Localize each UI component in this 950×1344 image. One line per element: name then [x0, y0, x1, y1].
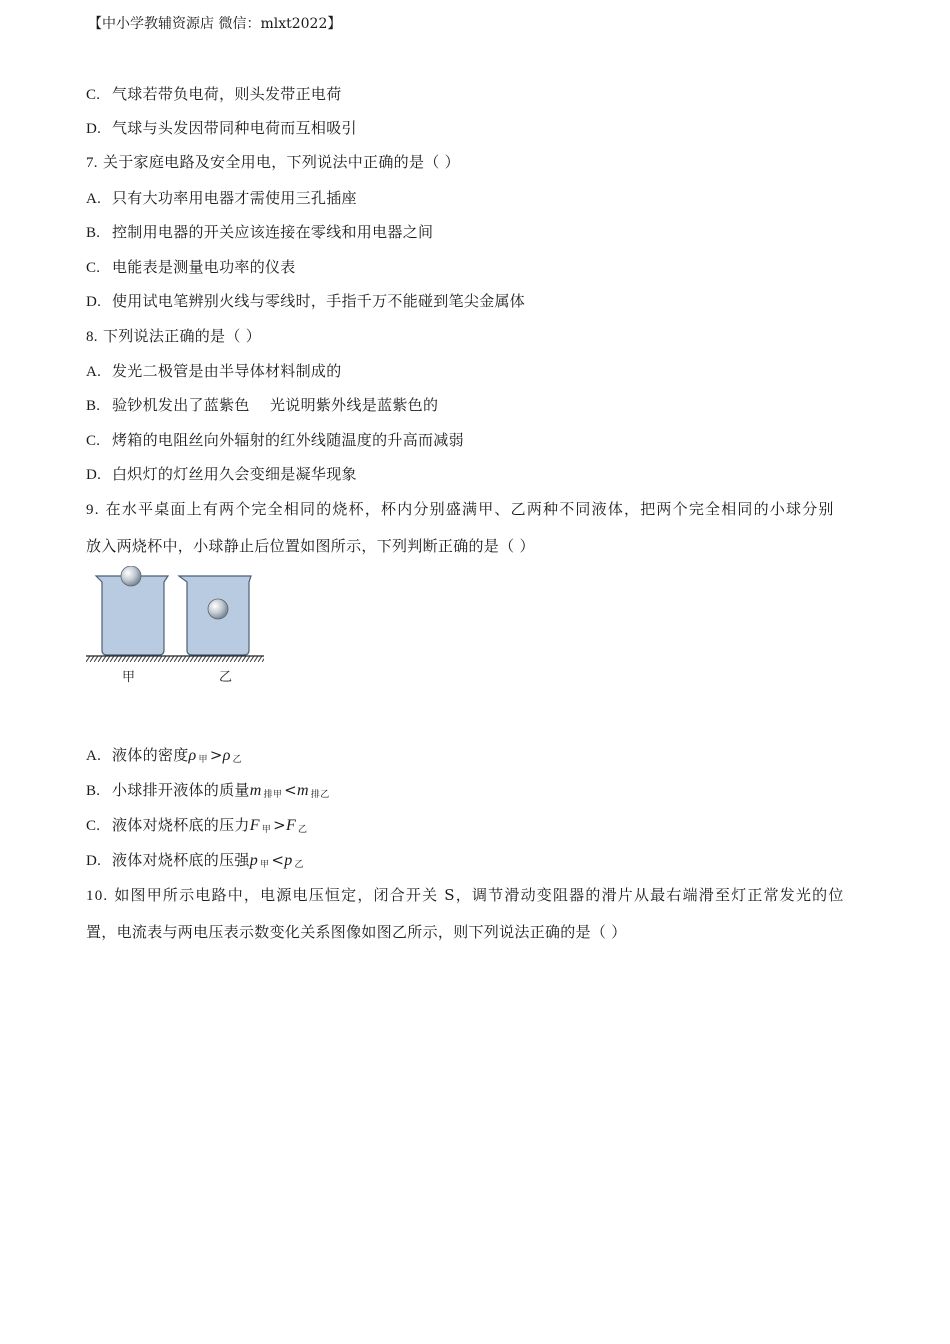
- option-label: C.: [86, 87, 101, 103]
- beakers-figure: [86, 566, 266, 686]
- option-text: 只有大功率用电器才需使用三孔插座: [112, 189, 357, 207]
- q6-option-d: [86, 117, 357, 138]
- q10-stem-line1: [86, 884, 845, 905]
- q7-option-a: [86, 187, 357, 208]
- symbol: m: [249, 782, 262, 799]
- q8-option-a: [86, 360, 342, 381]
- option-text: 液体对烧杯底的压力: [112, 816, 250, 834]
- q9-option-c: [86, 814, 309, 835]
- operator: <: [271, 851, 285, 869]
- symbol: ρ: [188, 747, 197, 764]
- option-text: 发光二极管是由半导体材料制成的: [112, 362, 342, 380]
- subscript: 排甲: [263, 790, 283, 800]
- question-number: 10.: [86, 888, 109, 904]
- q9-stem-line1: [86, 498, 835, 519]
- option-text: 控制用电器的开关应该连接在零线和用电器之间: [112, 223, 434, 241]
- symbol: F: [249, 817, 260, 834]
- symbol: p: [249, 852, 259, 869]
- symbol: ρ: [222, 747, 231, 764]
- question-text: 在水平桌面上有两个完全相同的烧杯，杯内分别盛满甲、乙两种不同液体，把两个完全相同的小球分别: [105, 500, 835, 518]
- option-text: 验钞机发出了蓝紫色 光说明紫外线是蓝紫色的: [112, 396, 439, 414]
- label-yi: 乙: [219, 669, 233, 684]
- operator: <: [284, 781, 298, 799]
- q8-option-b: [86, 394, 438, 415]
- q9-option-b: [86, 779, 332, 800]
- subscript: 甲: [198, 755, 208, 765]
- q9-stem-line2: [86, 535, 535, 556]
- subscript: 甲: [260, 860, 270, 870]
- option-text: 气球与头发因带同种电荷而互相吸引: [112, 119, 357, 137]
- subscript: 乙: [232, 755, 242, 765]
- q7-option-b: [86, 221, 433, 242]
- question-text: 放入两烧杯中，小球静止后位置如图所示，下列判断正确的是（ ）: [86, 537, 535, 555]
- option-label: A.: [86, 748, 102, 764]
- option-text: 电能表是测量电功率的仪表: [112, 258, 296, 276]
- option-label: B.: [86, 783, 101, 799]
- q7-option-d: [86, 290, 525, 311]
- subscript: 乙: [298, 825, 308, 835]
- subscript: 甲: [261, 825, 272, 835]
- question-text: 下列说法正确的是（ ）: [102, 327, 262, 345]
- q8-option-d: [86, 463, 357, 484]
- question-number: 7.: [86, 155, 98, 171]
- option-label: C.: [86, 433, 101, 449]
- option-label: D.: [86, 853, 102, 869]
- operator: >: [273, 816, 286, 834]
- table-hatching: [86, 656, 264, 662]
- operator: >: [209, 746, 223, 764]
- option-label: A.: [86, 364, 102, 380]
- option-text: 使用试电笔辨别火线与零线时，手指千万不能碰到笔尖金属体: [112, 292, 526, 310]
- q7-stem: [86, 151, 460, 172]
- q10-stem-line2: [86, 921, 627, 942]
- option-label: D.: [86, 467, 102, 483]
- question-number: 9.: [86, 502, 100, 518]
- subscript: 排乙: [310, 790, 330, 800]
- option-text: 小球排开液体的质量: [112, 781, 250, 799]
- q9-option-a: [86, 744, 244, 765]
- option-label: A.: [86, 191, 102, 207]
- question-text: 如图甲所示电路中，电源电压恒定，闭合开关 S，调节滑动变阻器的滑片从最右端滑至灯正常发光的位: [114, 886, 845, 904]
- ball-yi: [208, 599, 228, 619]
- option-label: C.: [86, 260, 101, 276]
- question-text: 关于家庭电路及安全用电，下列说法中正确的是（ ）: [102, 153, 460, 171]
- page-header: 【中小学教辅资源店 微信：mlxt2022】: [88, 16, 342, 32]
- option-text: 液体的密度: [112, 746, 189, 764]
- beakers-diagram: [86, 566, 266, 686]
- ball-jia: [121, 566, 141, 586]
- question-number: 8.: [86, 329, 98, 345]
- symbol: m: [297, 782, 309, 799]
- option-label: D.: [86, 121, 102, 137]
- option-text: 液体对烧杯底的压强: [112, 851, 250, 869]
- q7-option-c: [86, 256, 296, 277]
- symbol: F: [285, 817, 297, 834]
- q8-option-c: [86, 429, 464, 450]
- option-text: 烤箱的电阻丝向外辐射的红外线随温度的升高而减弱: [112, 431, 464, 449]
- option-label: B.: [86, 225, 101, 241]
- beaker-yi: [179, 576, 251, 655]
- beaker-jia: [96, 566, 168, 655]
- label-jia: 甲: [122, 669, 136, 684]
- q9-option-d: [86, 849, 306, 870]
- question-text: 置，电流表与两电压表示数变化关系图像如图乙所示，则下列说法正确的是（ ）: [86, 923, 627, 941]
- option-label: D.: [86, 294, 102, 310]
- option-label: C.: [86, 818, 101, 834]
- option-label: B.: [86, 398, 101, 414]
- q8-stem: [86, 325, 261, 346]
- option-text: 白炽灯的灯丝用久会变细是凝华现象: [112, 465, 357, 483]
- q6-option-c: [86, 83, 342, 104]
- option-text: 气球若带负电荷，则头发带正电荷: [112, 85, 342, 103]
- subscript: 乙: [294, 860, 304, 870]
- symbol: p: [284, 852, 293, 869]
